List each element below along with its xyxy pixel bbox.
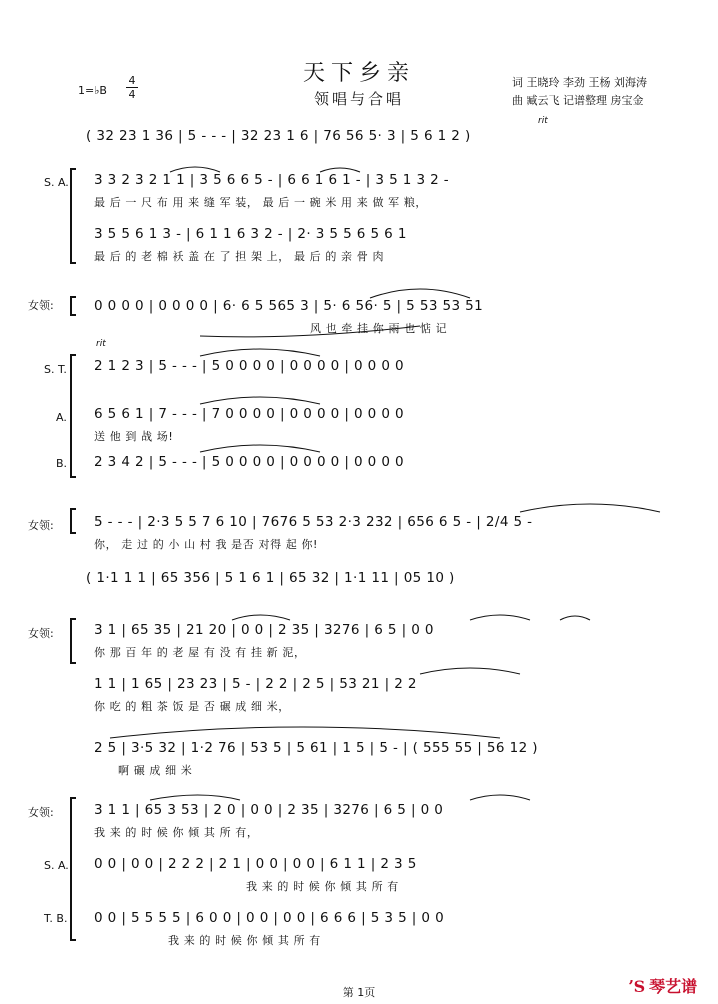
slur (170, 167, 220, 172)
row-solo-3-lyrics: 你 那 百 年 的 老 屋 有 没 有 挂 新 泥， (94, 646, 306, 659)
label-female-solo-3: 女领: (28, 627, 54, 640)
slur (320, 168, 360, 172)
row-solo-1-notes: 0 0 0 0 | 0 0 0 0 | 6· 6 5 565 3 | 5· 6 56· 5 | 5 53 53 51 (94, 298, 484, 314)
page-number: 第 1页 (342, 986, 376, 999)
music-credit: 曲 臧云飞 记谱整理 房宝金 (512, 94, 644, 107)
slur (420, 668, 520, 674)
score-title: 天下乡亲 (302, 61, 415, 86)
logo-text: 琴艺谱 (649, 977, 698, 996)
slur (200, 326, 420, 337)
label-female-solo-2: 女领: (28, 519, 54, 532)
row-a-lyrics: 送 他 到 战 场! (94, 430, 174, 443)
key-signature: 1=♭B (78, 84, 107, 97)
rit-mark-1: rit (538, 116, 548, 126)
row-solo-3-notes: 3 1 | 65 35 | 21 20 | 0 0 | 2 35 | 3276 | 6 5 | 0 0 (94, 622, 434, 638)
slur (370, 289, 470, 298)
label-sa-2: S. A. (44, 859, 69, 872)
lyrics-credit: 词 王晓玲 李劲 王杨 刘海涛 (512, 76, 647, 89)
row-interlude: ( 1·1 1 1 | 65 356 | 5 1 6 1 | 65 32 | 1·1 11 | 05 10 ) (86, 570, 455, 586)
row-sa-1-notes: 3 3 2 3 2 1 1 | 3 5 6 6 5 - | 6 6 1 6 1 - | 3 5 1 3 2 - (94, 172, 450, 188)
slur (110, 727, 500, 738)
row-solo-6-notes: 3 1 1 | 65 3 53 | 2 0 | 0 0 | 2 35 | 3276 | 6 5 | 0 0 (94, 802, 444, 818)
label-b: B. (56, 457, 68, 470)
slur (470, 615, 530, 620)
row-sa-2-notes: 3 5 5 6 1 3 - | 6 1 1 6 3 2 - | 2· 3 5 5 6 5 6 1 (94, 226, 407, 242)
row-solo-5-lyrics: 啊 碾 成 细 米 (118, 764, 193, 777)
row-solo-1-lyrics: 风 也 牵 挂 你 雨 也 惦 记 (310, 322, 448, 335)
row-solo-4-lyrics: 你 吃 的 粗 茶 饭 是 否 碾 成 细 米， (94, 700, 290, 713)
row-sa-3-notes: 0 0 | 0 0 | 2 2 2 | 2 1 | 0 0 | 0 0 | 6 1 1 | 2 3 5 (94, 856, 417, 872)
rit-mark-2: rit (96, 339, 106, 349)
row-st-notes: 2 1 2 3 | 5 - - - | 5 0 0 0 0 | 0 0 0 0 | 0 0 0 0 (94, 358, 405, 374)
row-solo-6-lyrics: 我 来 的 时 候 你 倾 其 所 有， (94, 826, 259, 839)
row-a-notes: 6 5 6 1 | 7 - - - | 7 0 0 0 0 | 0 0 0 0 | 0 0 0 0 (94, 406, 405, 422)
slur (150, 795, 240, 800)
score-subtitle: 领唱与合唱 (313, 90, 404, 108)
row-b-notes: 2 3 4 2 | 5 - - - | 5 0 0 0 0 | 0 0 0 0 | 0 0 0 0 (94, 454, 405, 470)
time-top: 4 (128, 74, 136, 87)
row-sa-3-lyrics: 我 来 的 时 候 你 倾 其 所 有 (246, 880, 399, 893)
label-tb: T. B. (44, 912, 68, 925)
slur (200, 349, 320, 356)
slur (232, 615, 290, 620)
logo-mark-icon: ʼS (628, 977, 646, 996)
row-tb-notes: 0 0 | 5 5 5 5 | 6 0 0 | 0 0 | 0 0 | 6 6 6 | 5 3 5 | 0 0 (94, 910, 445, 926)
row-solo-5-notes: 2 5 | 3·5 32 | 1·2 76 | 53 5 | 5 61 | 1 5 | 5 - | ( 555 55 | 56 12 ) (94, 740, 538, 756)
slur (560, 616, 590, 620)
row-solo-4-notes: 1 1 | 1 65 | 23 23 | 5 - | 2 2 | 2 5 | 53 21 | 2 2 (94, 676, 417, 692)
label-st: S. T. (44, 363, 67, 376)
row-solo-2-notes: 5 - - - | 2·3 5 5 7 6 10 | 7676 5 53 2·3 232 | 656 6 5 - | 2/4 5 - (94, 514, 533, 530)
label-female-solo-1: 女领: (28, 299, 54, 312)
slur (520, 504, 660, 512)
label-a: A. (56, 411, 67, 424)
slur (470, 795, 530, 800)
label-female-solo-4: 女领: (28, 806, 54, 819)
slur (200, 445, 320, 452)
time-bottom: 4 (128, 88, 136, 101)
row-intro: ( 32 23 1 36 | 5 - - - | 32 23 1 6 | 76 56 5· 3 | 5 6 1 2 ) (86, 128, 471, 144)
slur (200, 397, 320, 404)
row-tb-lyrics: 我 来 的 时 候 你 倾 其 所 有 (168, 934, 321, 947)
row-solo-2-lyrics: 你， 走 过 的 小 山 村 我 是否 对得 起 你! (94, 538, 319, 551)
row-sa-1-lyrics: 最 后 一 尺 布 用 来 缝 军 装， 最 后 一 碗 米 用 来 做 军 粮， (94, 196, 428, 209)
row-sa-2-lyrics: 最 后 的 老 棉 袄 盖 在 了 担 架 上， 最 后 的 亲 骨 肉 (94, 250, 385, 263)
label-sa: S. A. (44, 176, 69, 189)
site-logo (628, 974, 697, 997)
